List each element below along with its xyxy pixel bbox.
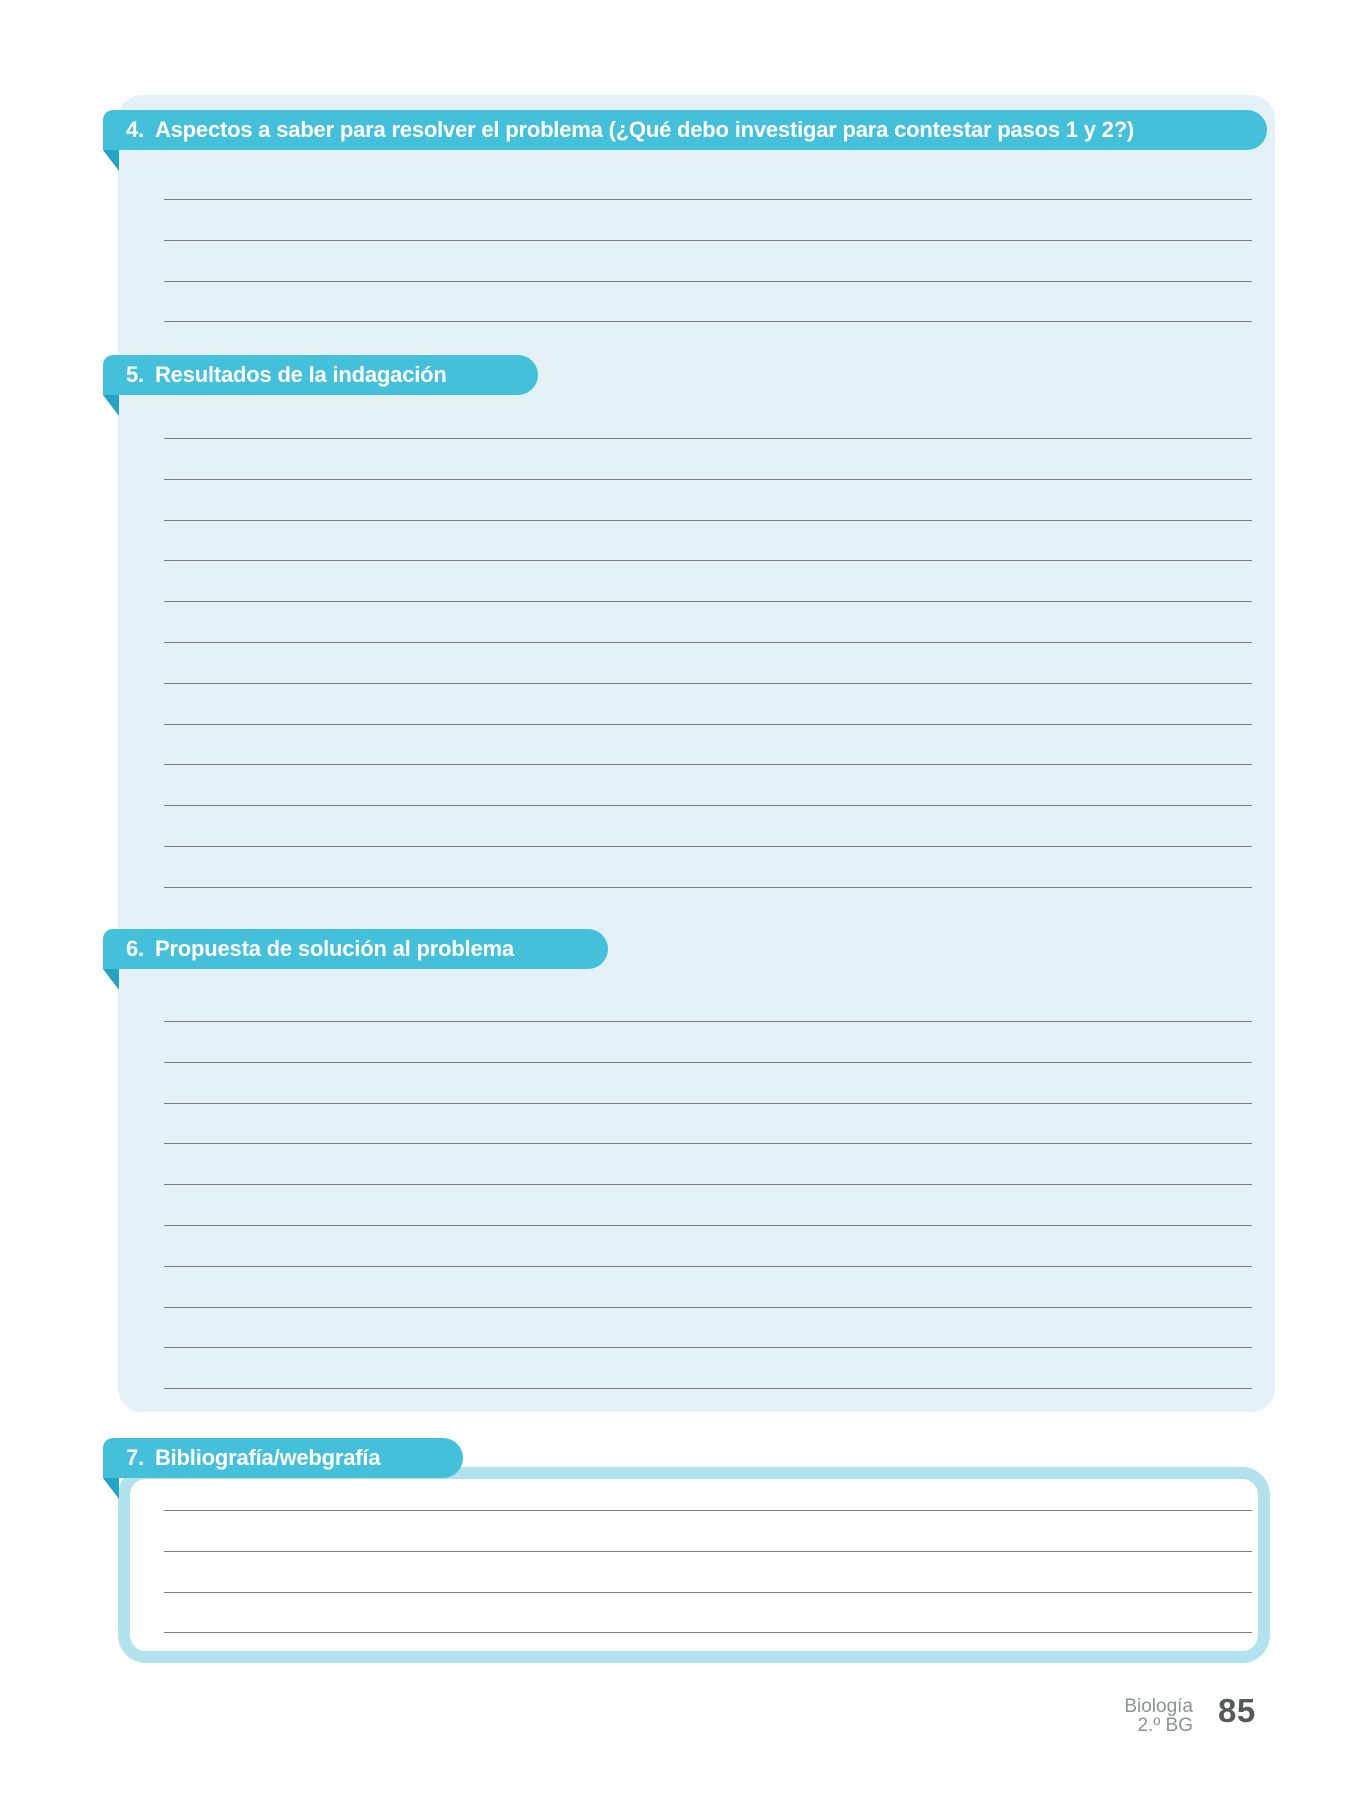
section-7-header	[103, 1438, 463, 1478]
writing-line	[164, 601, 1252, 602]
writing-line	[164, 1184, 1252, 1185]
writing-line	[164, 1062, 1252, 1063]
writing-line	[164, 642, 1252, 643]
section-5-number: 5.	[126, 362, 144, 387]
section-6-header	[103, 929, 608, 969]
writing-line	[164, 1510, 1252, 1511]
writing-line	[164, 199, 1252, 200]
writing-line	[164, 1143, 1252, 1144]
writing-line	[164, 805, 1252, 806]
section-5-fold-corner	[103, 395, 119, 416]
section-5-title: Resultados de la indagación	[154, 362, 447, 387]
footer-subject: Biología	[1124, 1696, 1193, 1717]
page-number: 85	[1218, 1692, 1256, 1729]
writing-line	[164, 321, 1252, 322]
writing-line	[164, 724, 1252, 725]
bibliography-box	[118, 1467, 1270, 1663]
writing-line	[164, 1592, 1252, 1593]
writing-line	[164, 1632, 1252, 1633]
writing-line	[164, 479, 1252, 480]
writing-line	[164, 887, 1252, 888]
section-5-header	[103, 355, 538, 395]
writing-line	[164, 683, 1252, 684]
sections-panel	[118, 95, 1275, 1412]
section-7-fold-corner	[103, 1478, 119, 1499]
writing-line	[164, 1347, 1252, 1348]
footer-book-info	[1020, 1697, 1193, 1735]
writing-line	[164, 1266, 1252, 1267]
footer-grade: 2.º BG	[1137, 1715, 1193, 1736]
section-4-header	[103, 110, 1267, 150]
section-4-title: Aspectos a saber para resolver el problema (¿Qué debo investigar para contestar pasos 1 y 2?)	[154, 117, 1135, 142]
section-4-number: 4.	[126, 117, 144, 142]
writing-line	[164, 281, 1252, 282]
writing-line	[164, 1103, 1252, 1104]
writing-line	[164, 1225, 1252, 1226]
writing-line	[164, 240, 1252, 241]
writing-line	[164, 560, 1252, 561]
writing-line	[164, 1021, 1252, 1022]
writing-line	[164, 438, 1252, 439]
writing-line	[164, 1551, 1252, 1552]
writing-line	[164, 1307, 1252, 1308]
section-7-number: 7.	[126, 1445, 144, 1470]
section-6-title: Propuesta de solución al problema	[154, 936, 514, 961]
writing-line	[164, 846, 1252, 847]
writing-line	[164, 764, 1252, 765]
section-7-title: Bibliografía/webgrafía	[154, 1445, 381, 1470]
section-4-fold-corner	[103, 150, 119, 171]
writing-line	[164, 520, 1252, 521]
section-6-fold-corner	[103, 969, 119, 990]
section-6-number: 6.	[126, 936, 144, 961]
writing-line	[164, 1388, 1252, 1389]
